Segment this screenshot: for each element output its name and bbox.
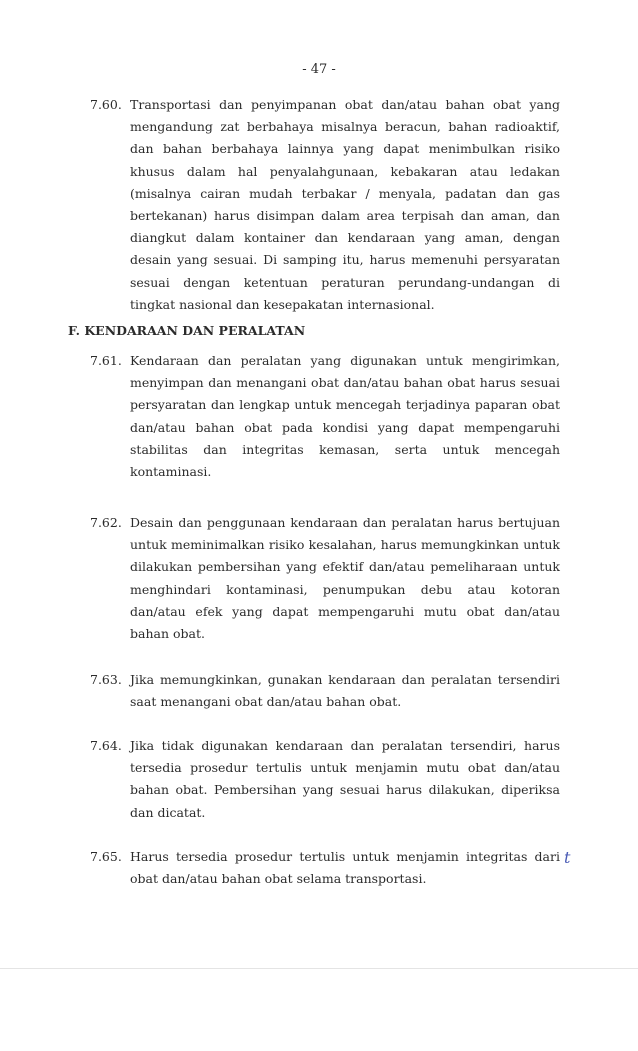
handwritten-initial-mark: t bbox=[564, 848, 571, 867]
section-heading: F. KENDARAAN DAN PERALATAN bbox=[68, 323, 306, 338]
paragraph-number: 7.62. bbox=[90, 515, 122, 530]
paragraph-number: 7.65. bbox=[90, 849, 122, 864]
paragraph-7-65 bbox=[90, 846, 560, 890]
paragraph-text: Harus tersedia prosedur tertulis untuk menjamin integritas dari obat dan/atau bahan obat selama transportasi. bbox=[130, 849, 560, 887]
paragraph-text: Jika tidak digunakan kendaraan dan peralatan tersendiri, harus tersedia prosedur tertulis untuk menjamin mutu obat dan/atau bahan obat. Pembersihan yang sesuai harus dilakukan, diperiksa dan dicatat. bbox=[130, 738, 560, 820]
paragraph-number: 7.61. bbox=[90, 353, 122, 368]
paragraph-text: Kendaraan dan peralatan yang digunakan untuk mengirimkan, menyimpan dan menangani obat dan/atau bahan obat harus sesuai persyaratan dan lengkap untuk mencegah terjadinya paparan obat dan/atau bahan obat pada kondisi yang dapat mempengaruhi stabilitas dan integritas kemasan, serta untuk mencegah kontaminasi. bbox=[130, 353, 560, 480]
paragraph-text: Jika memungkinkan, gunakan kendaraan dan peralatan tersendiri saat menangani obat dan/atau bahan obat. bbox=[130, 672, 560, 710]
paragraph-7-61 bbox=[90, 350, 560, 483]
paragraph-7-60 bbox=[90, 94, 560, 316]
paragraph-number: 7.60. bbox=[90, 97, 122, 112]
paragraph-7-63 bbox=[90, 669, 560, 713]
paragraph-text: Transportasi dan penyimpanan obat dan/atau bahan obat yang mengandung zat berbahaya misalnya beracun, bahan radioaktif, dan bahan berbahaya lainnya yang dapat menimbulkan risiko khusus dalam hal penyalahgunaan, kebakaran atau ledakan (misalnya cairan mudah terbakar / menyala, padatan dan gas bertekanan) harus disimpan dalam area terpisah dan aman, dan diangkut dalam kontainer dan kendaraan yang aman, dengan desain yang sesuai. Di samping itu, harus memenuhi persyaratan sesuai dengan ketentuan peraturan perundang-undangan di tingkat nasional dan kesepakatan internasional. bbox=[130, 97, 560, 312]
page-edge-divider bbox=[0, 968, 638, 969]
paragraph-number: 7.64. bbox=[90, 738, 122, 753]
paragraph-text: Desain dan penggunaan kendaraan dan peralatan harus bertujuan untuk meminimalkan risiko kesalahan, harus memungkinkan untuk dilakukan pembersihan yang efektif dan/atau pemeliharaan untuk menghindari kontaminasi, penumpukan debu atau kotoran dan/atau efek yang dapat mempengaruhi mutu obat dan/atau bahan obat. bbox=[130, 515, 560, 642]
paragraph-7-62 bbox=[90, 512, 560, 645]
paragraph-number: 7.63. bbox=[90, 672, 122, 687]
page-number: - 47 - bbox=[302, 62, 336, 77]
paragraph-7-64 bbox=[90, 735, 560, 824]
